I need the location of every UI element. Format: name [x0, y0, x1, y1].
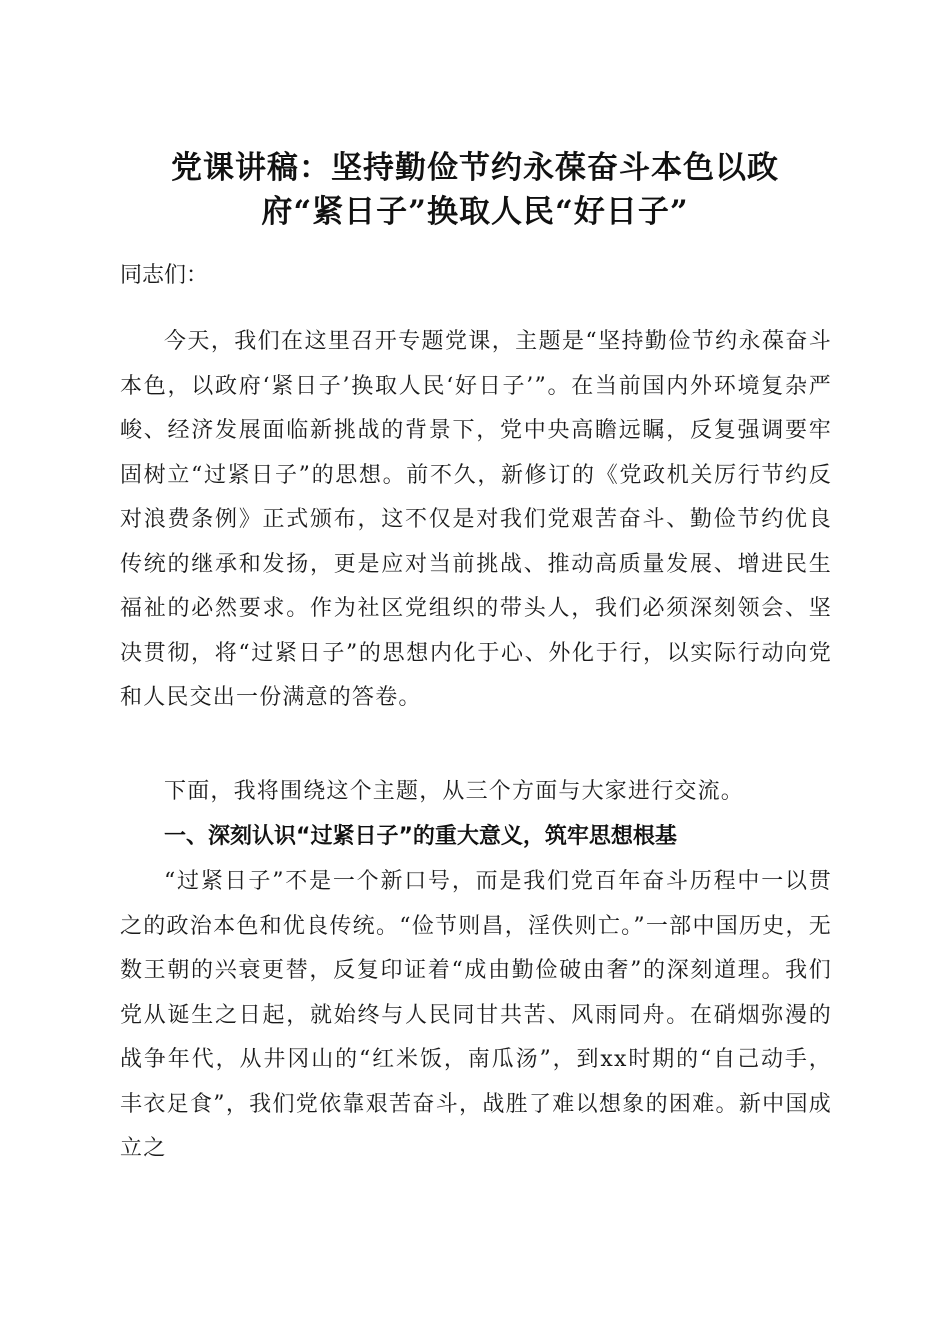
salutation: 同志们：: [120, 263, 209, 288]
paragraph-section-1: “过紧日子”不是一个新口号，而是我们党百年奋斗历程中一以贯之的政治本色和优良传统。“俭节则昌，淫佚则亡。”一部中国历史，无数王朝的兴衰更替，反复印证着“成由勤俭破由奢”的深刻道理。我们党从诞生之日起，就始终与人民同甘共苦、风雨同舟。在硝烟弥漫的战争年代，从井冈山的“红米饭，南瓜汤”，到xx时期的“自己动手，丰衣足食”，我们党依靠艰苦奋斗，战胜了难以想象的困难。新中国成立之: [120, 869, 832, 1161]
paragraph-intro: 今天，我们在这里召开专题党课，主题是“坚持勤俭节约永葆奋斗本色，以政府‘紧日子’换取人民‘好日子’”。在当前国内外环境复杂严峻、经济发展面临新挑战的背景下，党中央高瞻远瞩，反复强调要牢固树立“过紧日子”的思想。前不久，新修订的《党政机关厉行节约反对浪费条例》正式颁布，这不仅是对我们党艰苦奋斗、勤俭节约优良传统的继承和发扬，更是应对当前挑战、推动高质量发展、增进民生福祉的必然要求。作为社区党组织的带头人，我们必须深刻领会、坚决贯彻，将“过紧日子”的思想内化于心、外化于行，以实际行动向党和人民交出一份满意的答卷。: [120, 329, 832, 710]
section-heading-1: 一、深刻认识“过紧日子”的重大意义，筑牢思想根基: [164, 824, 677, 849]
document-title-line2: 府“紧日子”换取人民“好日子”: [261, 194, 689, 230]
document-title-line1: 党课讲稿：坚持勤俭节约永葆奋斗本色以政: [171, 150, 779, 186]
paragraph-transition: 下面，我将围绕这个主题，从三个方面与大家进行交流。: [164, 779, 745, 804]
